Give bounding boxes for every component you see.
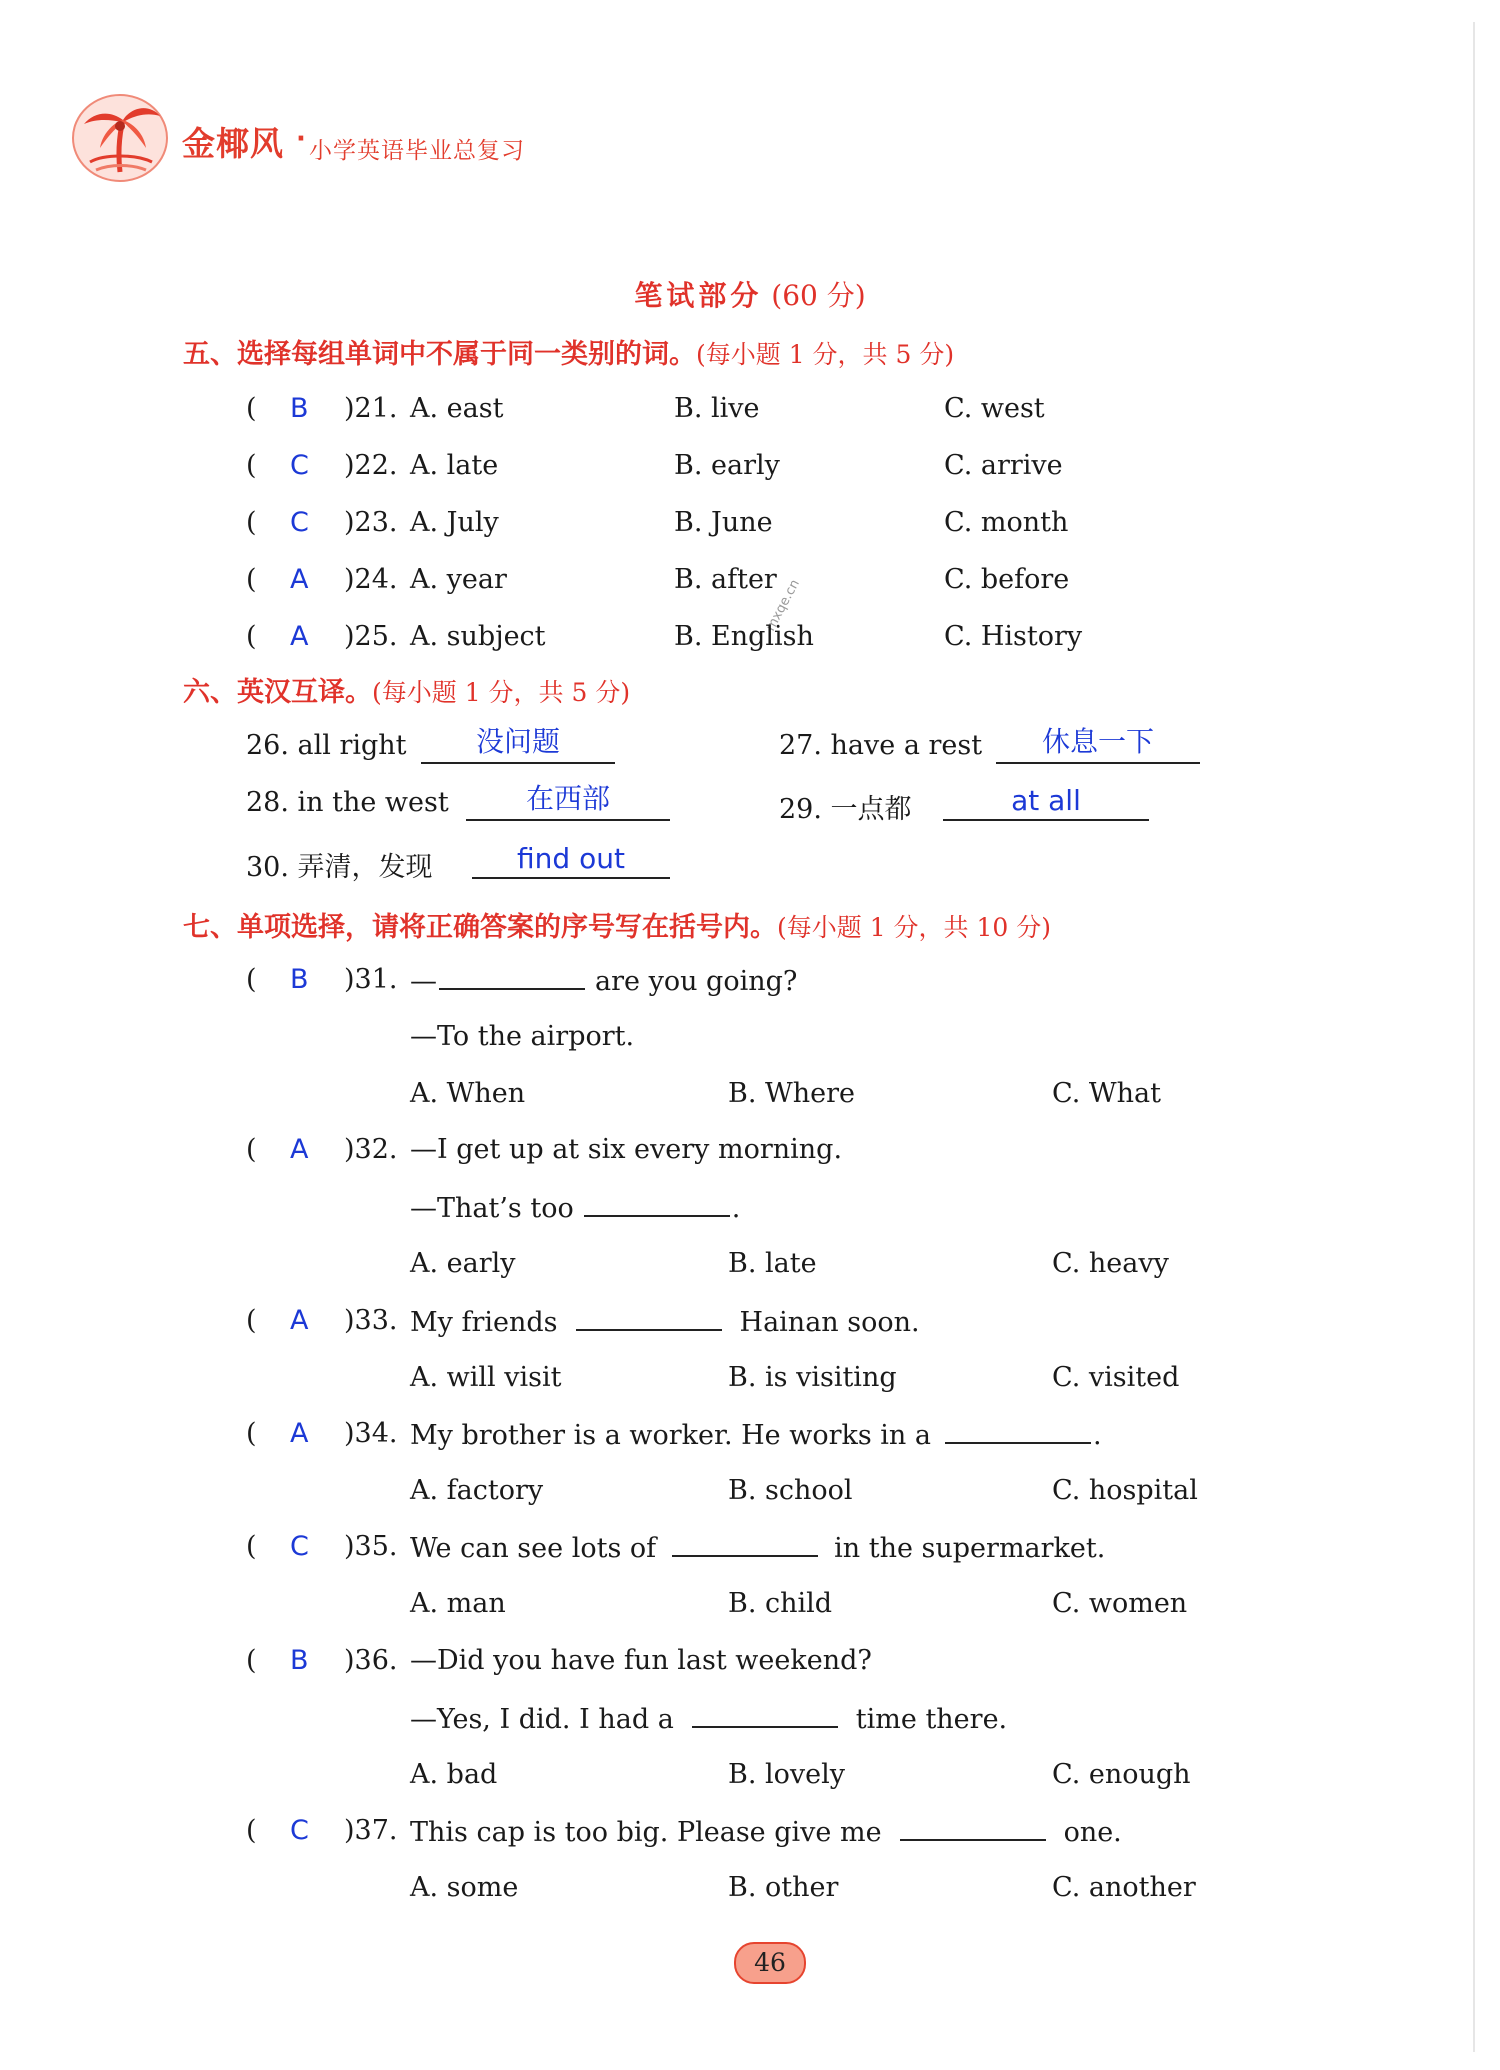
option-22-c: C. arrive bbox=[944, 450, 1063, 481]
answer-28: 在西部 bbox=[525, 782, 610, 815]
option-32-b: B. late bbox=[728, 1248, 817, 1279]
option-37-b: B. other bbox=[728, 1872, 839, 1903]
option-35-a: A. man bbox=[410, 1588, 506, 1619]
question-32: —I get up at six every morning. bbox=[410, 1134, 843, 1165]
option-37-c: C. another bbox=[1052, 1872, 1196, 1903]
answer-blank-26[interactable] bbox=[421, 725, 615, 764]
section-7-title: 七、单项选择，请将正确答案的序号写在括号内。 bbox=[183, 912, 777, 943]
watermark: mxqe.cn bbox=[763, 577, 803, 634]
blank-33[interactable] bbox=[576, 1305, 722, 1331]
option-35-b: B. child bbox=[728, 1588, 833, 1619]
blank-34[interactable] bbox=[945, 1418, 1091, 1444]
option-37-a: A. some bbox=[410, 1872, 519, 1903]
answer-blank-27[interactable] bbox=[996, 725, 1200, 764]
option-31-a: A. When bbox=[410, 1078, 526, 1109]
translate-prompt-26: 26. all right bbox=[246, 730, 407, 761]
option-22-a: A. late bbox=[410, 450, 499, 481]
page-edge bbox=[1473, 22, 1475, 2052]
answer-22[interactable]: C bbox=[290, 450, 309, 481]
question-number-35: )35. bbox=[344, 1531, 398, 1562]
option-23-c: C. month bbox=[944, 507, 1069, 538]
option-34-a: A. factory bbox=[410, 1475, 544, 1506]
answer-paren-33: ( bbox=[246, 1305, 257, 1336]
question-33-post: Hainan soon. bbox=[739, 1307, 920, 1338]
option-33-a: A. will visit bbox=[410, 1362, 562, 1393]
answer-31[interactable]: B bbox=[290, 964, 309, 995]
translate-prompt-28: 28. in the west bbox=[246, 787, 449, 818]
option-25-c: C. History bbox=[944, 621, 1083, 652]
answer-35[interactable]: C bbox=[290, 1531, 309, 1562]
question-number-25: )25. bbox=[344, 621, 398, 652]
part-title bbox=[0, 274, 1500, 314]
option-34-c: C. hospital bbox=[1052, 1475, 1198, 1506]
question-number-23: )23. bbox=[344, 507, 398, 538]
question-number-24: )24. bbox=[344, 564, 398, 595]
translate-prompt-29: 29. 一点都 bbox=[779, 794, 912, 825]
option-32-a: A. early bbox=[410, 1248, 516, 1279]
section-5-note: (每小题 1 分，共 5 分) bbox=[696, 340, 955, 369]
translate-prompt-30: 30. 弄清，发现 bbox=[246, 852, 433, 883]
question-number-21: )21. bbox=[344, 393, 398, 424]
answer-29: at all bbox=[1011, 784, 1081, 817]
palm-logo-icon bbox=[70, 92, 170, 184]
option-24-b: B. after bbox=[674, 564, 777, 595]
answer-blank-29[interactable] bbox=[943, 785, 1149, 821]
answer-30: find out bbox=[517, 842, 625, 875]
brand-name: 金椰风 bbox=[182, 124, 284, 163]
option-36-c: C. enough bbox=[1052, 1759, 1191, 1790]
brand-separator: · bbox=[296, 124, 306, 154]
option-25-b: B. English bbox=[674, 621, 814, 652]
answer-paren-37: ( bbox=[246, 1815, 257, 1846]
option-21-b: B. live bbox=[674, 393, 760, 424]
question-number-33: )33. bbox=[344, 1305, 398, 1336]
question-32-reply-pre: —That’s too bbox=[410, 1193, 574, 1224]
question-number-31: )31. bbox=[344, 964, 398, 995]
question-31-post: are you going? bbox=[595, 966, 798, 997]
option-34-b: B. school bbox=[728, 1475, 853, 1506]
option-36-a: A. bad bbox=[410, 1759, 498, 1790]
option-22-b: B. early bbox=[674, 450, 780, 481]
question-36: —Did you have fun last weekend? bbox=[410, 1645, 872, 1676]
part-title-text: 笔试部分 bbox=[634, 279, 763, 312]
answer-25[interactable]: A bbox=[290, 621, 309, 652]
option-21-a: A. east bbox=[410, 393, 504, 424]
question-31-pre: — bbox=[410, 966, 437, 997]
option-21-c: C. west bbox=[944, 393, 1045, 424]
question-35-pre: We can see lots of bbox=[410, 1533, 657, 1564]
question-37-pre: This cap is too big. Please give me bbox=[410, 1817, 882, 1848]
blank-37[interactable] bbox=[900, 1815, 1046, 1841]
section-6-note: (每小题 1 分，共 5 分) bbox=[372, 678, 631, 707]
book-subtitle: 小学英语毕业总复习 bbox=[309, 138, 525, 164]
answer-27: 休息一下 bbox=[1041, 725, 1154, 758]
question-34-post: . bbox=[1093, 1420, 1102, 1451]
answer-paren-24: ( bbox=[246, 564, 257, 595]
question-37 bbox=[410, 1815, 1122, 1848]
answer-paren-31: ( bbox=[246, 964, 257, 995]
question-number-32: )32. bbox=[344, 1134, 398, 1165]
question-35-post: in the supermarket. bbox=[834, 1533, 1106, 1564]
section-5-heading bbox=[183, 332, 954, 371]
answer-21[interactable]: B bbox=[290, 393, 309, 424]
answer-23[interactable]: C bbox=[290, 507, 309, 538]
option-33-c: C. visited bbox=[1052, 1362, 1180, 1393]
question-33 bbox=[410, 1305, 920, 1338]
question-34 bbox=[410, 1418, 1102, 1451]
answer-26: 没问题 bbox=[475, 725, 560, 758]
question-number-36: )36. bbox=[344, 1645, 398, 1676]
question-32-reply-post: . bbox=[731, 1193, 741, 1224]
option-33-b: B. is visiting bbox=[728, 1362, 897, 1393]
section-7-note: (每小题 1 分，共 10 分) bbox=[777, 913, 1052, 942]
answer-paren-21: ( bbox=[246, 393, 257, 424]
answer-paren-23: ( bbox=[246, 507, 257, 538]
option-25-a: A. subject bbox=[410, 621, 546, 652]
question-37-post: one. bbox=[1063, 1817, 1122, 1848]
answer-36[interactable]: B bbox=[290, 1645, 309, 1676]
answer-34[interactable]: A bbox=[290, 1418, 309, 1449]
question-34-pre: My brother is a worker. He works in a bbox=[410, 1420, 931, 1451]
question-31 bbox=[410, 964, 797, 997]
question-32-reply bbox=[410, 1191, 740, 1224]
question-36-reply bbox=[410, 1702, 1007, 1735]
blank-32[interactable] bbox=[584, 1191, 730, 1217]
section-6-title: 六、英汉互译。 bbox=[183, 677, 372, 708]
answer-33[interactable]: A bbox=[290, 1305, 309, 1336]
question-31-reply: —To the airport. bbox=[410, 1021, 635, 1052]
question-number-34: )34. bbox=[344, 1418, 398, 1449]
blank-31[interactable] bbox=[439, 964, 585, 990]
answer-paren-32: ( bbox=[246, 1134, 257, 1165]
question-35 bbox=[410, 1531, 1105, 1564]
page-number: 46 bbox=[734, 1942, 806, 1984]
option-31-b: B. Where bbox=[728, 1078, 856, 1109]
translate-prompt-27: 27. have a rest bbox=[779, 730, 983, 761]
answer-24[interactable]: A bbox=[290, 564, 309, 595]
answer-paren-36: ( bbox=[246, 1645, 257, 1676]
answer-paren-34: ( bbox=[246, 1418, 257, 1449]
blank-35[interactable] bbox=[672, 1531, 818, 1557]
answer-32[interactable]: A bbox=[290, 1134, 309, 1165]
answer-blank-28[interactable] bbox=[466, 782, 670, 821]
option-32-c: C. heavy bbox=[1052, 1248, 1169, 1279]
answer-blank-30[interactable] bbox=[472, 843, 670, 879]
question-number-37: )37. bbox=[344, 1815, 398, 1846]
question-36-reply-post: time there. bbox=[855, 1704, 1008, 1735]
section-7-heading bbox=[183, 905, 1051, 944]
question-36-reply-pre: —Yes, I did. I had a bbox=[410, 1704, 674, 1735]
question-number-22: )22. bbox=[344, 450, 398, 481]
answer-37[interactable]: C bbox=[290, 1815, 309, 1846]
option-31-c: C. What bbox=[1052, 1078, 1161, 1109]
answer-paren-25: ( bbox=[246, 621, 257, 652]
section-5-title: 五、选择每组单词中不属于同一类别的词。 bbox=[183, 339, 696, 370]
answer-paren-22: ( bbox=[246, 450, 257, 481]
option-24-a: A. year bbox=[410, 564, 507, 595]
part-score: (60 分) bbox=[771, 279, 866, 312]
option-35-c: C. women bbox=[1052, 1588, 1188, 1619]
option-36-b: B. lovely bbox=[728, 1759, 846, 1790]
section-6-heading bbox=[183, 670, 630, 709]
answer-paren-35: ( bbox=[246, 1531, 257, 1562]
blank-36[interactable] bbox=[692, 1702, 838, 1728]
option-23-a: A. July bbox=[410, 507, 499, 538]
option-24-c: C. before bbox=[944, 564, 1070, 595]
question-33-pre: My friends bbox=[410, 1307, 558, 1338]
option-23-b: B. June bbox=[674, 507, 773, 538]
